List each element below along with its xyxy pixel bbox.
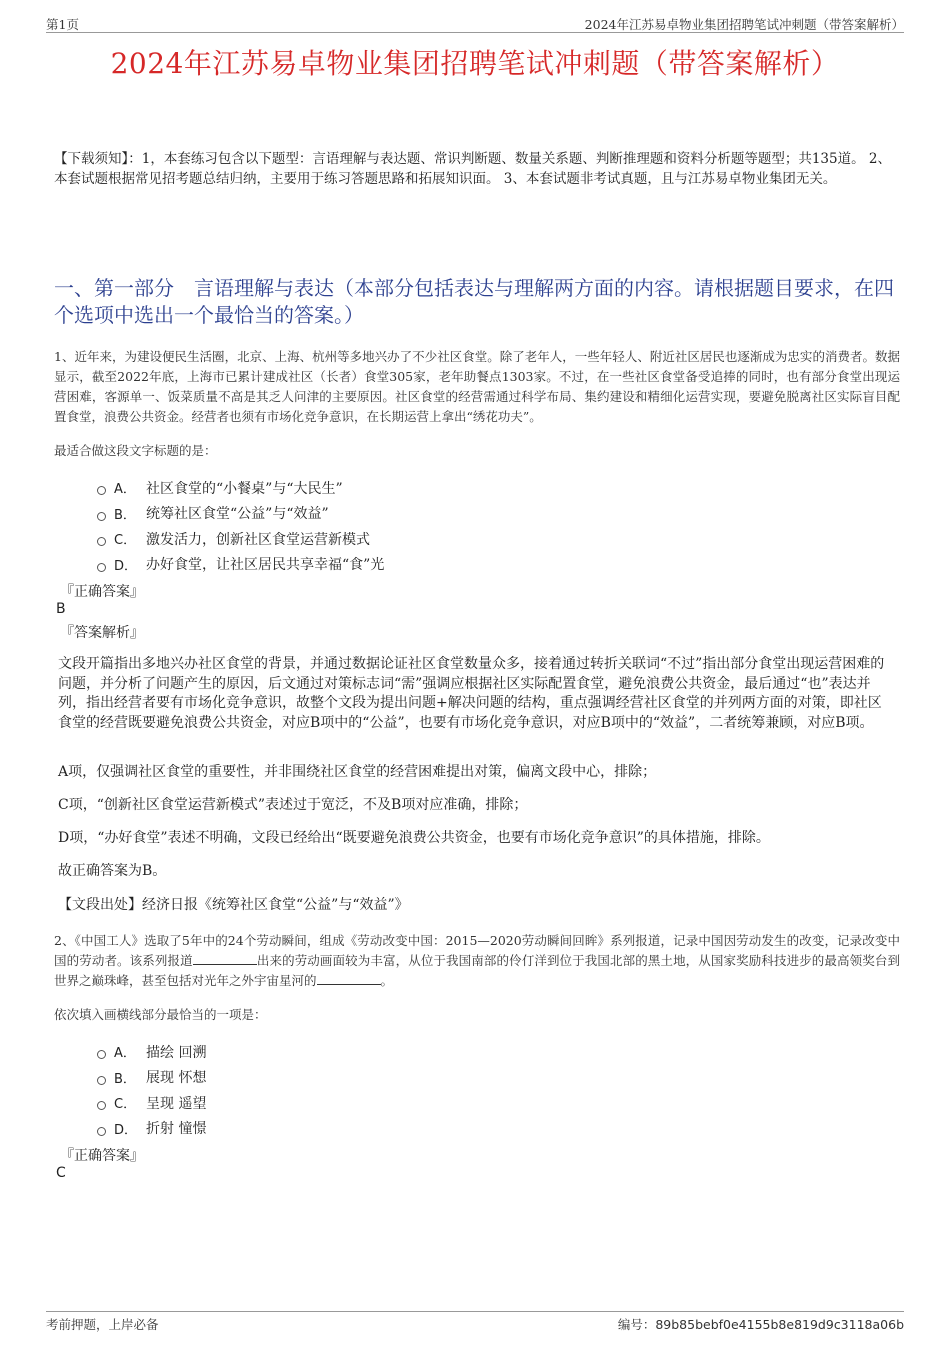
page-number: 第1页 [46,17,79,32]
q1-option-d[interactable]: D． 办好食堂，让社区居民共享幸福“食”光 [97,552,597,578]
q1-option-c[interactable]: C． 激发活力，创新社区食堂运营新模式 [97,526,597,552]
q2-answer-label: 『正确答案』 [60,1148,144,1164]
header-doc-title: 2024年江苏易卓物业集团招聘笔试冲刺题（带答案解析） [584,17,904,32]
footer-slogan: 考前押题，上岸必备 [46,1317,159,1332]
radio-icon[interactable] [97,537,106,546]
page-footer [46,1311,904,1330]
footer-code: 编号：89b85bebf0e4155b8e819d9c3118a06b [617,1317,904,1332]
question-2-options [97,1039,597,1141]
radio-icon[interactable] [97,512,106,521]
question-1-options [97,475,597,577]
radio-icon[interactable] [97,1050,106,1059]
question-2-prompt: 依次填入画横线部分最恰当的一项是： [54,1007,267,1022]
q2-option-b[interactable]: B． 展现 怀想 [97,1065,597,1091]
download-notice: 【下载须知】：1，本套练习包含以下题型：言语理解与表达题、常识判断题、数量关系题、判断推理题和资料分析题等题型；共135道。 2、本套试题根据常见招考题总结归纳，主要用于练习答题思路和拓展知识面。 3、本套试题非考试真题，且与江苏易卓物业集团无关。 [54,151,891,187]
fill-blank-1 [193,952,257,965]
q1-analysis-main: 文段开篇指出多地兴办社区食堂的背景，并通过数据论证社区食堂数量众多，接着通过转折关联词“不过”指出部分食堂出现运营困难的问题，并分析了问题产生的原因，后文通过对策标志词“需”强调应根据社区实际配置食堂，避免浪费公共资金，最后通过“也”表达并列，指出经营者要有市场化竞争意识，故整个文段为提出问题+解决问题的结构，重点强调经营社区食堂的并列两方面的对策，即社区食堂的经营既要避免浪费公共资金，对应B项中的“公益”，也要有市场化竞争意识，对应B项中的“效益”，二者统筹兼顾，对应B项。 [58,656,885,731]
q2-option-a[interactable]: A． 描绘 回溯 [97,1039,597,1065]
q1-option-b[interactable]: B． 统筹社区食堂“公益”与“效益” [97,501,597,527]
q1-analysis-conclusion: 故正确答案为B。 [58,863,167,879]
question-1-prompt: 最适合做这段文字标题的是： [54,443,217,458]
q1-analysis-d: D项，“办好食堂”表述不明确，文段已经给出“既要避免浪费公共资金，也要有市场化竞争意识”的具体措施，排除。 [58,830,770,846]
q1-analysis-label: 『答案解析』 [60,625,144,641]
radio-icon[interactable] [97,1127,106,1136]
q2-option-c[interactable]: C． 呈现 遥望 [97,1090,597,1116]
fill-blank-2 [317,972,381,985]
q1-source: 【文段出处】经济日报《统筹社区食堂“公益”与“效益”》 [58,897,409,913]
q1-analysis-a: A项，仅强调社区食堂的重要性，并非围绕社区食堂的经营困难提出对策，偏离文段中心，排除； [58,764,657,780]
document-title: 2024年江苏易卓物业集团招聘笔试冲刺题（带答案解析） [110,47,840,80]
question-2-text: 2、《中国工人》选取了5年中的24个劳动瞬间，组成《劳动改变中国：2015—2020劳动瞬间回眸》系列报道，记录中国因劳动发生的改变，记录改变中国的劳动者。该系列报道 出来的劳动画面较为丰富，从位于我国南部的伶仃洋到位于我国北部的黑土地，从国家奖励科技进步的最高领奖台到世界之巅珠峰，甚至包括对光年之外宇宙星河的 。 [54,933,900,988]
q1-analysis-c: C项，“创新社区食堂运营新模式”表述过于宽泛，不及B项对应准确，排除； [58,797,528,813]
q2-answer: C [56,1165,66,1181]
page-header [46,14,904,33]
question-1-text: 1、近年来，为建设便民生活圈，北京、上海、杭州等多地兴办了不少社区食堂。除了老年人，一些年轻人、附近社区居民也逐渐成为忠实的消费者。数据显示，截至2022年底，上海市已累计建成社区（长者）食堂305家，老年助餐点1303家。不过，在一些社区食堂备受追捧的同时，也有部分食堂出现运营困难，客源单一、饭菜质量不高是其乏人问津的主要原因。社区食堂的经营需通过科学布局、集约建设和精细化运营实现，要避免脱离社区实际盲目配置食堂，浪费公共资金。经营者也须有市场化竞争意识，在长期运营上拿出“绣花功夫”。 [54,349,900,424]
q1-option-a[interactable]: A． 社区食堂的“小餐桌”与“大民生” [97,475,597,501]
q1-answer-label: 『正确答案』 [60,584,144,600]
radio-icon[interactable] [97,563,106,572]
q1-answer: B [56,601,66,617]
radio-icon[interactable] [97,486,106,495]
section-heading: 一、第一部分 言语理解与表达（本部分包括表达与理解两方面的内容。请根据题目要求，在四个选项中选出一个最恰当的答案。） [54,276,894,327]
radio-icon[interactable] [97,1101,106,1110]
q2-option-d[interactable]: D． 折射 憧憬 [97,1116,597,1142]
radio-icon[interactable] [97,1076,106,1085]
